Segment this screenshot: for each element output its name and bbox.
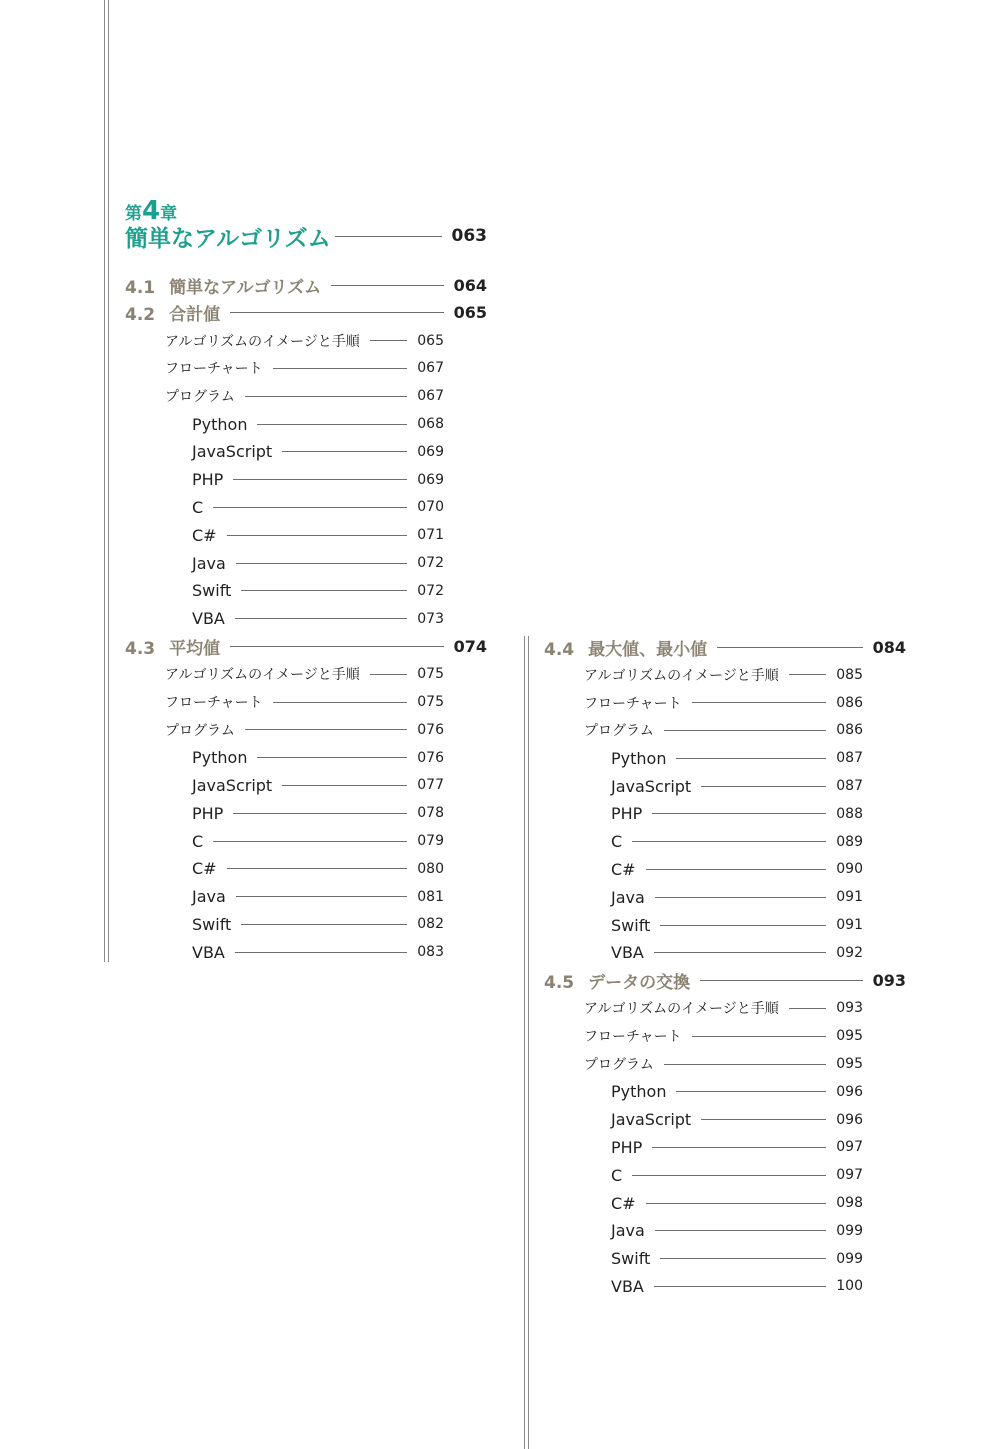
- leader-line: [227, 868, 408, 869]
- toc-entry-sub[interactable]: [165, 718, 444, 742]
- leader-line: [676, 1091, 826, 1092]
- toc-entry-title: フローチャート: [165, 361, 263, 378]
- toc-entry-title: Swift: [611, 915, 651, 935]
- toc-entry-sub[interactable]: [165, 384, 444, 408]
- chapter-title-row[interactable]: [125, 222, 487, 250]
- page-number: 078: [417, 805, 444, 822]
- leader-line: [632, 1175, 826, 1176]
- toc-entry-title: [125, 634, 220, 659]
- page-number: 084: [872, 637, 906, 657]
- leader-line: [213, 507, 407, 508]
- page-number: 098: [836, 1195, 863, 1211]
- leader-line: [646, 869, 827, 870]
- toc-entry-title: アルゴリズムのイメージと手順: [165, 333, 360, 350]
- toc-entry-title: [544, 968, 690, 993]
- leader-line: [652, 813, 826, 814]
- toc-entry-lang[interactable]: [611, 941, 863, 965]
- leader-line: [717, 647, 862, 648]
- toc-entry-lang[interactable]: [192, 412, 444, 436]
- page-number: 075: [417, 666, 444, 683]
- leader-line: [257, 757, 407, 758]
- leader-line: [241, 590, 407, 591]
- toc-entry-lang[interactable]: [192, 885, 444, 909]
- toc-entry-title: VBA: [192, 609, 225, 629]
- right-column-rule: [524, 636, 525, 1449]
- right-column-rule-inner: [528, 636, 529, 1449]
- left-column-rule: [104, 0, 105, 962]
- toc-entry-lang[interactable]: [192, 579, 444, 603]
- toc-entry-lang[interactable]: [192, 912, 444, 936]
- leader-line: [692, 1036, 827, 1037]
- page-number: 086: [836, 722, 863, 739]
- page-number: 083: [417, 944, 444, 961]
- toc-entry-title: Java: [611, 887, 645, 907]
- leader-line: [331, 285, 443, 286]
- page-number: 079: [417, 833, 444, 849]
- toc-entry-lang[interactable]: [611, 830, 863, 854]
- toc-entry-lang[interactable]: [611, 774, 863, 798]
- leader-line: [370, 674, 408, 675]
- page-number: 069: [417, 471, 444, 488]
- leader-line: [282, 451, 407, 452]
- section-title: データの交換: [588, 973, 691, 994]
- leader-line: [241, 924, 407, 925]
- page-number: 069: [417, 443, 444, 460]
- toc-entry-lang[interactable]: [611, 1274, 863, 1298]
- page-number: 092: [836, 944, 863, 961]
- toc-entry-sub[interactable]: [584, 1024, 863, 1048]
- toc-entry-lang[interactable]: [192, 607, 444, 631]
- leader-line: [213, 841, 407, 842]
- toc-entry-sub[interactable]: [165, 662, 444, 686]
- left-column-rule-inner: [108, 0, 109, 962]
- page-number: 072: [417, 582, 444, 599]
- toc-entry-lang[interactable]: [611, 1135, 863, 1159]
- page-number: 096: [836, 1083, 863, 1100]
- toc-entry-title: プログラム: [165, 722, 235, 739]
- page-number: 099: [836, 1250, 863, 1267]
- page-number: 100: [836, 1278, 863, 1295]
- page-number: 081: [417, 888, 444, 905]
- toc-entry-lang[interactable]: [611, 1247, 863, 1271]
- toc-entry-title: [125, 300, 220, 325]
- leader-line: [692, 702, 827, 703]
- toc-entry-title: C: [611, 832, 623, 852]
- toc-entry-lang[interactable]: [611, 885, 863, 909]
- leader-line: [652, 1147, 826, 1148]
- toc-entry-lang[interactable]: [611, 857, 863, 881]
- section-title: 最大値、最小値: [588, 639, 708, 660]
- section-title: 合計値: [169, 305, 221, 326]
- page-number: 070: [417, 499, 444, 516]
- toc-entry-lang[interactable]: [192, 857, 444, 881]
- page-number: 067: [417, 388, 444, 405]
- chapter-label-prefix: 第: [125, 204, 142, 224]
- page-number: 095: [836, 1056, 863, 1072]
- page-number: 067: [417, 360, 444, 377]
- toc-entry-title: Java: [611, 1221, 645, 1241]
- leader-line: [230, 312, 443, 313]
- toc-entry-lang[interactable]: [192, 468, 444, 492]
- page-number: 082: [417, 916, 444, 933]
- section-number: 4.3: [125, 638, 156, 659]
- toc-entry-title: C#: [611, 859, 636, 879]
- page-number: 080: [417, 860, 444, 877]
- page-number: 073: [417, 610, 444, 627]
- toc-entry-lang[interactable]: [192, 551, 444, 575]
- toc-entry-title: JavaScript: [611, 1110, 692, 1130]
- toc-entry-title: JavaScript: [192, 442, 273, 462]
- toc-entry-sub[interactable]: [165, 690, 444, 714]
- section-number: 4.4: [544, 639, 575, 660]
- leader-line: [646, 1203, 827, 1204]
- leader-line: [676, 758, 826, 759]
- leader-line: [660, 1258, 826, 1259]
- toc-entry-section[interactable]: [125, 634, 487, 658]
- leader-line: [654, 1286, 826, 1287]
- toc-entry-sub[interactable]: [165, 329, 444, 353]
- toc-entry-title: VBA: [611, 943, 644, 963]
- toc-entry-title: PHP: [192, 803, 224, 823]
- toc-entry-title: [544, 635, 707, 660]
- page-number: 097: [836, 1139, 863, 1156]
- leader-line: [282, 785, 407, 786]
- toc-entry-title: Swift: [192, 581, 232, 601]
- page-number: 095: [836, 1028, 863, 1045]
- leader-line: [236, 563, 407, 564]
- page-number: 093: [872, 971, 906, 991]
- toc-entry-title: Python: [192, 748, 248, 768]
- page-number: 074: [453, 636, 487, 656]
- toc-entry-lang[interactable]: [192, 523, 444, 547]
- page-number: 076: [417, 721, 444, 738]
- toc-entry-sub[interactable]: [584, 996, 863, 1020]
- chapter-title: 簡単なアルゴリズム: [125, 225, 331, 252]
- toc-entry-title: プログラム: [584, 1057, 654, 1073]
- section-number: 4.1: [125, 277, 156, 298]
- toc-entry-title: PHP: [611, 1137, 643, 1157]
- page-number: 076: [417, 749, 444, 766]
- leader-line: [335, 236, 442, 237]
- page-number: 072: [417, 555, 444, 571]
- chapter-label-suffix: 章: [160, 204, 178, 224]
- toc-entry-lang[interactable]: [192, 940, 444, 964]
- page-number: 071: [417, 527, 444, 544]
- leader-line: [245, 396, 407, 397]
- toc-entry-lang[interactable]: [611, 1108, 863, 1132]
- section-title: 平均値: [169, 638, 221, 659]
- leader-line: [701, 1119, 826, 1120]
- toc-entry-title: C: [192, 831, 204, 851]
- toc-entry-title: [125, 273, 321, 298]
- toc-entry-title: フローチャート: [165, 695, 263, 711]
- toc-entry-lang[interactable]: [611, 746, 863, 770]
- page-number: 063: [451, 226, 487, 246]
- leader-line: [664, 730, 826, 731]
- leader-line: [655, 897, 826, 898]
- toc-entry-title: Swift: [192, 914, 232, 934]
- page-number: 086: [836, 694, 863, 711]
- toc-entry-lang[interactable]: [611, 1191, 863, 1215]
- page-number: 085: [836, 666, 863, 683]
- page-number: 097: [836, 1167, 863, 1184]
- toc-entry-title: Java: [192, 887, 226, 907]
- section-title: 簡単なアルゴリズム: [169, 277, 322, 298]
- toc-entry-sub[interactable]: [584, 718, 863, 742]
- toc-entry-sub[interactable]: [165, 356, 444, 380]
- leader-line: [273, 702, 408, 703]
- page-number: 065: [417, 332, 444, 349]
- toc-entry-lang[interactable]: [611, 1219, 863, 1243]
- toc-entry-title: フローチャート: [584, 1029, 682, 1046]
- leader-line: [236, 896, 407, 897]
- leader-line: [257, 424, 407, 425]
- toc-entry-sub[interactable]: [584, 691, 863, 715]
- leader-line: [233, 479, 407, 480]
- toc-entry-lang[interactable]: [192, 746, 444, 770]
- page-number: 090: [836, 861, 863, 878]
- leader-line: [789, 674, 827, 675]
- toc-entry-lang[interactable]: [611, 1080, 863, 1104]
- leader-line: [235, 618, 407, 619]
- page-number: 077: [417, 777, 444, 794]
- toc-entry-lang[interactable]: [192, 440, 444, 464]
- toc-entry-title: Python: [611, 748, 667, 768]
- toc-entry-title: Python: [611, 1082, 667, 1102]
- leader-line: [235, 952, 407, 953]
- toc-entry-sub[interactable]: [584, 1052, 863, 1076]
- toc-entry-title: PHP: [611, 804, 643, 824]
- toc-entry-title: プログラム: [584, 723, 654, 740]
- toc-entry-lang[interactable]: [611, 913, 863, 937]
- toc-entry-title: プログラム: [165, 389, 235, 406]
- toc-entry-title: JavaScript: [192, 775, 273, 795]
- page-number: 065: [453, 303, 487, 323]
- section-number: 4.5: [544, 973, 575, 994]
- toc-entry-lang[interactable]: [192, 773, 444, 797]
- toc-entry-title: C#: [192, 859, 217, 879]
- page-number: 093: [836, 1000, 863, 1017]
- leader-line: [245, 729, 407, 730]
- page-number: 068: [417, 416, 444, 432]
- toc-entry-title: VBA: [611, 1276, 644, 1296]
- page-number: 087: [836, 750, 863, 767]
- leader-line: [273, 368, 408, 369]
- leader-line: [789, 1008, 827, 1009]
- toc-entry-lang[interactable]: [611, 1163, 863, 1187]
- toc-entry-lang[interactable]: [192, 801, 444, 825]
- leader-line: [230, 646, 443, 647]
- leader-line: [227, 535, 408, 536]
- toc-entry-title: C#: [611, 1193, 636, 1213]
- toc-entry-lang[interactable]: [192, 495, 444, 519]
- toc-entry-title: C: [192, 497, 204, 517]
- page-number: 088: [836, 805, 863, 822]
- toc-entry-title: VBA: [192, 942, 225, 962]
- page-number: 087: [836, 778, 863, 794]
- chapter-number: 4: [142, 196, 161, 226]
- leader-line: [701, 786, 826, 787]
- page-number: 064: [453, 275, 487, 295]
- leader-line: [664, 1064, 826, 1065]
- section-number: 4.2: [125, 305, 156, 326]
- toc-entry-section[interactable]: [544, 635, 906, 659]
- toc-entry-sub[interactable]: [584, 663, 863, 687]
- page-number: 089: [836, 833, 863, 850]
- toc-entry-lang[interactable]: [611, 802, 863, 826]
- toc-entry-title: C: [611, 1165, 623, 1185]
- leader-line: [660, 925, 826, 926]
- toc-entry-title: Java: [192, 553, 226, 573]
- toc-entry-title: Swift: [611, 1249, 651, 1269]
- page-number: 075: [417, 694, 444, 710]
- toc-entry-title: Python: [192, 414, 248, 434]
- toc-entry-title: アルゴリズムのイメージと手順: [165, 667, 360, 684]
- page-number: 091: [836, 917, 863, 933]
- leader-line: [632, 841, 826, 842]
- toc-entry-title: アルゴリズムのイメージと手順: [584, 667, 779, 684]
- leader-line: [654, 952, 826, 953]
- toc-entry-section[interactable]: [125, 273, 487, 297]
- toc-entry-title: C#: [192, 525, 217, 545]
- toc-entry-section[interactable]: [544, 969, 906, 993]
- toc-entry-title: JavaScript: [611, 776, 692, 796]
- toc-entry-title: フローチャート: [584, 695, 682, 712]
- leader-line: [233, 813, 407, 814]
- leader-line: [370, 340, 408, 341]
- toc-entry-title: PHP: [192, 470, 224, 490]
- leader-line: [655, 1230, 826, 1231]
- page-number: 091: [836, 889, 863, 906]
- page-number: 096: [836, 1111, 863, 1128]
- leader-line: [700, 980, 862, 981]
- page-number: 099: [836, 1222, 863, 1239]
- toc-entry-section[interactable]: [125, 301, 487, 325]
- toc-entry-lang[interactable]: [192, 829, 444, 853]
- toc-entry-title: アルゴリズムのイメージと手順: [584, 1001, 779, 1018]
